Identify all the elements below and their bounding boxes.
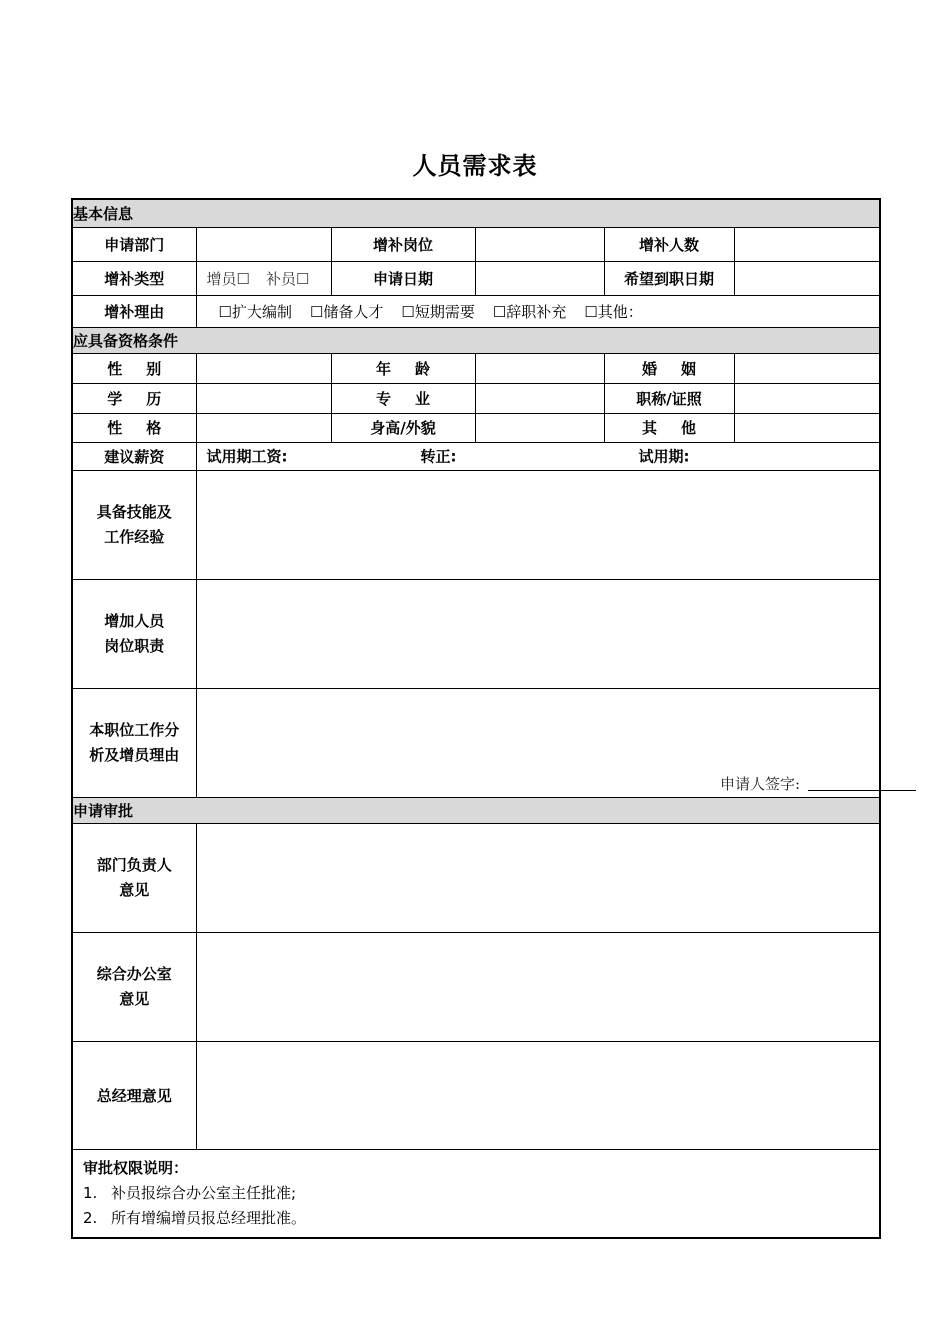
field-education[interactable]: [196, 383, 331, 413]
label-salary: 建议薪资: [72, 442, 196, 470]
field-skills[interactable]: [196, 470, 880, 579]
notes-heading: 审批权限说明：: [83, 1158, 189, 1177]
field-office[interactable]: [196, 932, 880, 1041]
notes-item: [83, 1206, 869, 1231]
field-age[interactable]: [475, 353, 604, 383]
field-hope-date[interactable]: [734, 261, 880, 295]
field-salary[interactable]: [196, 442, 880, 470]
label-line: 工作经验: [104, 527, 165, 546]
label-height: 身高/外貌: [331, 413, 475, 442]
notes-item-text: 补员报综合办公室主任批准;: [111, 1183, 297, 1202]
label-count: 增补人数: [604, 227, 734, 261]
label-major: 专业: [331, 383, 475, 413]
section-basic-info: [72, 199, 880, 227]
notes-item-num: 2.: [83, 1208, 98, 1227]
label-office: [72, 932, 196, 1041]
label-analysis: [72, 688, 196, 797]
field-character[interactable]: [196, 413, 331, 442]
checkbox-other[interactable]: ☐其他：: [584, 302, 643, 321]
label-line: 析及增员理由: [89, 745, 180, 764]
section-heading: 申请审批: [72, 797, 880, 823]
row-reason: [72, 295, 880, 327]
notes-item: [83, 1181, 869, 1206]
notes-item-text: 所有增编增员报总经理批准。: [111, 1208, 307, 1227]
row-education: [72, 383, 880, 413]
label-skills: [72, 470, 196, 579]
row-duty: [72, 579, 880, 688]
label-line: 岗位职责: [104, 636, 165, 655]
label-line: 综合办公室: [96, 964, 172, 983]
label-gm: 总经理意见: [72, 1041, 196, 1149]
regular-label: 转正:: [420, 447, 457, 466]
row-character: [72, 413, 880, 442]
label-line: 意见: [119, 989, 150, 1008]
approval-notes: [72, 1149, 880, 1238]
row-analysis: [72, 688, 880, 797]
row-office: [72, 932, 880, 1041]
field-marriage[interactable]: [734, 353, 880, 383]
signature-line[interactable]: [808, 776, 916, 791]
requisition-form: [71, 198, 881, 1239]
notes-item-num: 1.: [83, 1183, 98, 1202]
label-marriage: 婚姻: [604, 353, 734, 383]
label-other: 其他: [604, 413, 734, 442]
row-dept-head: [72, 823, 880, 932]
label-line: 本职位工作分: [89, 720, 180, 739]
row-salary: [72, 442, 880, 470]
label-apply-date: 申请日期: [331, 261, 475, 295]
signature-label: 申请人签字:: [719, 774, 801, 793]
checkbox-add-staff[interactable]: 增员☐: [206, 269, 250, 288]
label-position: 增补岗位: [331, 227, 475, 261]
section-qualifications: [72, 327, 880, 353]
row-dept: [72, 227, 880, 261]
label-line: 意见: [119, 880, 150, 899]
label-gender: 性别: [72, 353, 196, 383]
checkbox-short-term[interactable]: ☐短期需要: [401, 302, 475, 321]
row-notes: [72, 1149, 880, 1238]
label-line: 具备技能及: [96, 502, 172, 521]
field-dept[interactable]: [196, 227, 331, 261]
label-type: 增补类型: [72, 261, 196, 295]
label-hope-date: 希望到职日期: [604, 261, 734, 295]
page-title: 人员需求表: [412, 152, 538, 180]
section-heading: 应具备资格条件: [72, 327, 880, 353]
trial-salary-label: 试用期工资:: [206, 447, 288, 466]
label-dept-head: [72, 823, 196, 932]
field-count[interactable]: [734, 227, 880, 261]
row-skills: [72, 470, 880, 579]
field-title-cert[interactable]: [734, 383, 880, 413]
field-height[interactable]: [475, 413, 604, 442]
label-dept: 申请部门: [72, 227, 196, 261]
label-line: 部门负责人: [96, 855, 172, 874]
field-major[interactable]: [475, 383, 604, 413]
label-education: 学历: [72, 383, 196, 413]
row-gender: [72, 353, 880, 383]
checkbox-reserve[interactable]: ☐储备人才: [309, 302, 384, 321]
field-type: [196, 261, 331, 295]
section-approval: [72, 797, 880, 823]
label-title-cert: 职称/证照: [604, 383, 734, 413]
trial-period-label: 试用期:: [638, 447, 690, 466]
field-gender[interactable]: [196, 353, 331, 383]
field-gm[interactable]: [196, 1041, 880, 1149]
row-gm: [72, 1041, 880, 1149]
field-analysis[interactable]: [196, 688, 880, 797]
field-reason: [196, 295, 880, 327]
checkbox-resign[interactable]: ☐辞职补充: [492, 302, 567, 321]
row-type: [72, 261, 880, 295]
field-dept-head[interactable]: [196, 823, 880, 932]
label-duty: [72, 579, 196, 688]
label-character: 性格: [72, 413, 196, 442]
section-heading: 基本信息: [72, 199, 880, 227]
label-age: 年龄: [331, 353, 475, 383]
field-position[interactable]: [475, 227, 604, 261]
field-apply-date[interactable]: [475, 261, 604, 295]
checkbox-replace-staff[interactable]: 补员☐: [265, 269, 310, 288]
applicant-signature: [720, 773, 916, 794]
label-reason: 增补理由: [72, 295, 196, 327]
field-other[interactable]: [734, 413, 880, 442]
label-line: 增加人员: [104, 611, 165, 630]
checkbox-expand[interactable]: ☐扩大编制: [218, 302, 292, 321]
field-duty[interactable]: [196, 579, 880, 688]
